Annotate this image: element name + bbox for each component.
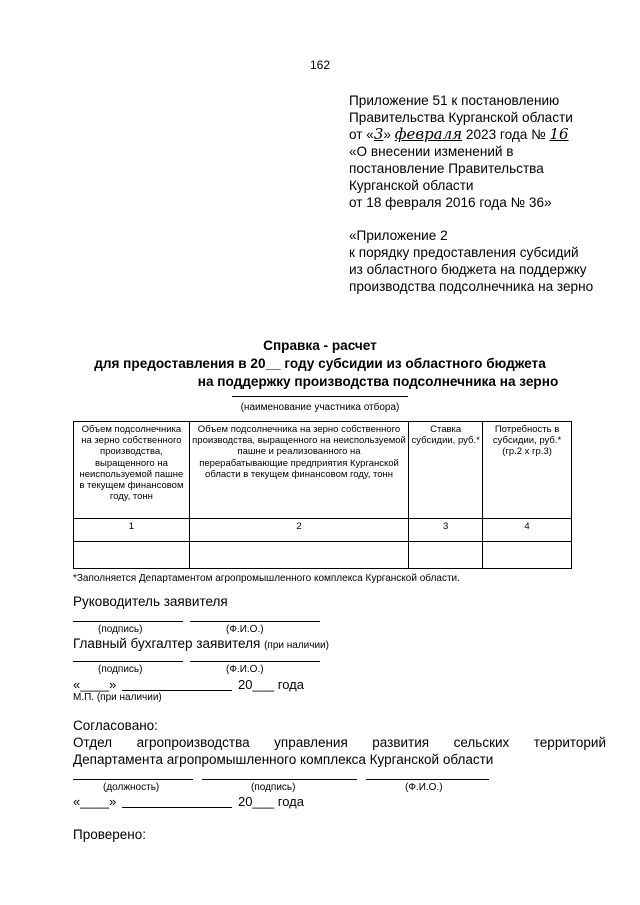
appendix-line: производства подсолнечника на зерно xyxy=(349,279,594,294)
table-number-cell: 1 xyxy=(74,519,190,542)
date-month-line[interactable] xyxy=(122,690,232,691)
appendix-line: Приложение 51 к постановлению xyxy=(349,93,560,108)
fio-caption: (Ф.И.О.) xyxy=(226,664,264,675)
handwritten-month: февраля xyxy=(394,125,463,143)
head-title: Руководитель заявителя xyxy=(73,594,228,609)
appendix-line: Правительства Курганской области xyxy=(349,110,573,125)
appendix-line: постановление Правительства xyxy=(349,161,544,176)
department-line: Отдел агропроизводства управления развития сельских территорий xyxy=(73,735,606,750)
table-header-cell: Потребность в субсидии, руб.* (гр.2 x гр.3) xyxy=(483,422,572,519)
accountant-note: (при наличии) xyxy=(264,640,329,651)
table-header-cell: Объем подсолнечника на зерно собственного производства, выращенного на неиспользуемой пашне в текущем финансовом году, тонн xyxy=(74,422,190,519)
checked-label: Проверено: xyxy=(73,827,146,842)
department-line: Департамента агропромышленного комплекса Курганской области xyxy=(73,752,494,767)
agreed-signature-line[interactable] xyxy=(202,779,357,780)
appendix-line: «О внесении изменений в xyxy=(349,144,514,159)
accountant-signature-line[interactable] xyxy=(73,661,183,662)
accountant-fio-line[interactable] xyxy=(190,661,320,662)
table-input-cell[interactable] xyxy=(74,542,190,569)
table-header-cell: Объем подсолнечника на зерно собственного производства, выращенного на неиспользуемой пашне и реализованного на перерабатывающие предприятия Курганской области в текущем финансовом году, тонн xyxy=(189,422,408,519)
table-header-row xyxy=(74,422,572,519)
date-line-prefix: «____» xyxy=(73,794,117,809)
handwritten-day: 3 xyxy=(373,125,384,143)
table-input-cell[interactable] xyxy=(483,542,572,569)
table-number-cell: 4 xyxy=(483,519,572,542)
signature-caption: (подпись) xyxy=(98,664,143,675)
handwritten-number: 16 xyxy=(549,125,569,143)
appendix-header xyxy=(349,92,629,295)
table-header-cell: Ставка субсидии, руб.* xyxy=(409,422,483,519)
table-number-cell: 3 xyxy=(409,519,483,542)
date-year: 20___ года xyxy=(238,677,304,692)
agreed-fio-line[interactable] xyxy=(366,779,489,780)
participant-caption: (наименование участника отбора) xyxy=(240,402,400,413)
signature-caption: (подпись) xyxy=(98,624,143,635)
appendix-line: Курганской области xyxy=(349,178,474,193)
document-subtitle: для предоставления в 20__ году субсидии из областного бюджета xyxy=(94,356,546,371)
head-fio-line[interactable] xyxy=(190,621,320,622)
footnote: *Заполняется Департаментом агропромышленного комплекса Курганской области. xyxy=(73,573,460,584)
appendix-date-line: от «3» февраля 2023 года № 16 xyxy=(349,125,569,143)
fio-caption: (Ф.И.О.) xyxy=(226,624,264,635)
date-line-prefix: «____» xyxy=(73,677,117,692)
date-month-line[interactable] xyxy=(122,807,232,808)
stamp-label: М.П. (при наличии) xyxy=(73,692,162,703)
table-input-cell[interactable] xyxy=(189,542,408,569)
table-row xyxy=(74,542,572,569)
position-caption: (должность) xyxy=(103,782,160,793)
appendix-line: от 18 февраля 2016 года № 36» xyxy=(349,195,552,210)
accountant-title: Главный бухгалтер заявителя (при наличии) xyxy=(73,636,329,651)
participant-name-line[interactable] xyxy=(232,396,408,397)
date-year: 20___ года xyxy=(238,794,304,809)
table-row xyxy=(74,519,572,542)
calculation-table xyxy=(73,421,572,569)
document-subtitle: на поддержку производства подсолнечника на зерно xyxy=(197,374,559,389)
table-number-cell: 2 xyxy=(189,519,408,542)
appendix-line: к порядку предоставления субсидий xyxy=(349,245,579,260)
appendix-line: «Приложение 2 xyxy=(349,228,448,243)
agreed-label: Согласовано: xyxy=(73,718,158,733)
head-signature-line[interactable] xyxy=(73,621,183,622)
page-number: 162 xyxy=(309,58,331,72)
position-line[interactable] xyxy=(73,779,193,780)
appendix-line: из областного бюджета на поддержку xyxy=(349,262,587,277)
fio-caption: (Ф.И.О.) xyxy=(405,782,443,793)
table-input-cell[interactable] xyxy=(409,542,483,569)
signature-caption: (подпись) xyxy=(251,782,296,793)
document-title: Справка - расчет xyxy=(263,338,377,353)
